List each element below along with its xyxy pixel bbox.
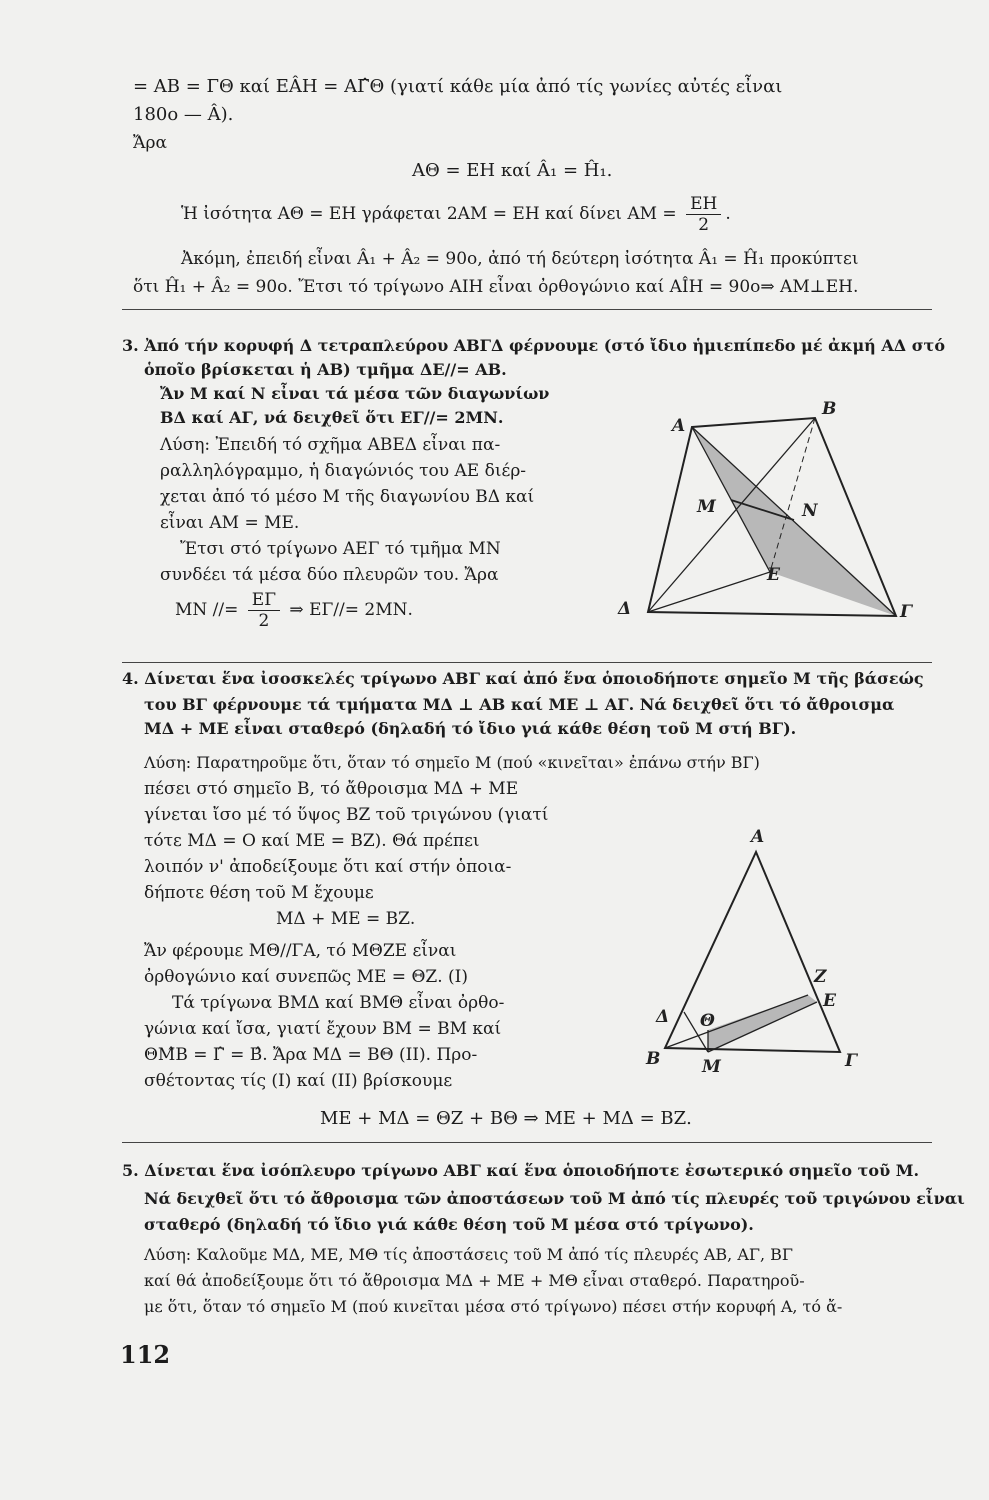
equation-line: Ἡ ἰσότητα ΑΘ = ΕΗ γράφεται 2ΑΜ = ΕΗ καί δίνει ΑΜ = $\frac{EH}{2}$ . — [181, 194, 731, 235]
equation: ΜΔ + ΜΕ = ΒΖ. — [276, 909, 416, 929]
section-divider — [122, 309, 932, 310]
segment-de — [648, 572, 770, 612]
label-d: Δ — [656, 1007, 670, 1027]
solution-line: Ἄν φέρουμε ΜΘ//ΓΑ, τό ΜΘΖΕ εἶναι — [144, 941, 457, 961]
label-b: B — [646, 1049, 661, 1069]
solution-line: λοιπόν ν' ἀποδείξουμε ὅτι καί στήν ὁποια- — [144, 857, 512, 877]
solution-line: Λύση: Ἐπειδή τό σχῆμα ΑΒΕΔ εἶναι πα- — [160, 435, 501, 455]
solution-line: συνδέει τά μέσα δύο πλευρῶν του. Ἄρα — [160, 565, 499, 585]
fraction-numerator: ΕΓ — [248, 590, 280, 611]
diagonal-bd — [648, 418, 815, 612]
label-g: Γ — [845, 1051, 858, 1071]
text-line: ὅτι Ĥ₁ + Â₂ = 90ο. Ἔτσι τό τρίγωνο ΑΙΗ εἶναι ὀρθογώνιο καί ΑÎΗ = 90ο⇒ ΑΜ⊥ΕΗ. — [133, 277, 859, 297]
solution-line: Ἔτσι στό τρίγωνο ΑΕΓ τό τμῆμα ΜΝ — [180, 539, 501, 559]
label-b: B — [822, 399, 837, 419]
label-e: E — [767, 565, 780, 585]
label-m: M — [697, 497, 716, 517]
solution-line: γίνεται ἴσο μέ τό ὕψος ΒΖ τοῦ τριγώνου (γιατί — [144, 805, 549, 825]
solution-line: τότε ΜΔ = Ο καί ΜΕ = ΒΖ). Θά πρέπει — [144, 831, 480, 851]
section-divider — [122, 1142, 932, 1143]
exercise-5-statement: Νά δειχθεῖ ὅτι τό ἄθροισμα τῶν ἀποστάσεων τοῦ Μ ἀπό τίς πλευρές τοῦ τριγώνου εἶναι — [144, 1189, 965, 1208]
text-line: 180ο — Â). — [133, 104, 234, 125]
label-n: N — [802, 501, 818, 521]
text-span: ⇒ ΕΓ//= 2ΜΝ. — [289, 600, 413, 620]
solution-line: εἶναι ΑΜ = ΜΕ. — [160, 513, 300, 533]
label-d: Δ — [618, 599, 632, 619]
solution-line: γώνια καί ἴσα, γιατί ἔχουν ΒΜ = ΒΜ καί — [144, 1019, 502, 1039]
solution-line: χεται ἀπό τό μέσο Μ τῆς διαγωνίου ΒΔ καί — [160, 487, 535, 507]
exercise-3-statement: ὁποῖο βρίσκεται ἡ ΑΒ) τμῆμα ΔΕ//= ΑΒ. — [144, 360, 507, 379]
exercise-4-statement: του ΒΓ φέρνουμε τά τμήματα ΜΔ ⊥ ΑΒ καί ΜΕ ⊥ ΑΓ. Νά δειχθεῖ ὅτι τό ἄθροισμα — [144, 695, 895, 714]
isosceles-figure — [630, 820, 870, 1080]
fraction-numerator: ΕΗ — [686, 194, 721, 215]
label-z: Z — [814, 967, 827, 987]
text-line: Ἀκόμη, ἐπειδή εἶναι Â₁ + Â₂ = 90ο, ἀπό τή δεύτερη ἰσότητα Â₁ = Ĥ₁ προκύπτει — [181, 249, 859, 269]
label-m: M — [702, 1057, 721, 1077]
exercise-5-statement: 5. Δίνεται ἕνα ἰσόπλευρο τρίγωνο ΑΒΓ καί ἕνα ὁποιοδήποτε ἐσωτερικό σημεῖο τοῦ Μ. — [122, 1161, 920, 1180]
exercise-4-statement: 4. Δίνεται ἕνα ἰσοσκελές τρίγωνο ΑΒΓ καί ἀπό ἕνα ὁποιοδήποτε σημεῖο Μ τῆς βάσεώς — [122, 669, 924, 688]
exercise-3-statement: Ἄν Μ καί Ν εἶναι τά μέσα τῶν διαγωνίων — [160, 384, 550, 403]
text-span: Ἡ ἰσότητα ΑΘ = ΕΗ γράφεται 2ΑΜ = ΕΗ καί δίνει ΑΜ = — [181, 204, 677, 224]
solution-line: πέσει στό σημεῖο Β, τό ἄθροισμα ΜΔ + ΜΕ — [144, 779, 519, 799]
shaded-rectangle — [708, 995, 817, 1052]
label-a: A — [672, 416, 686, 436]
exercise-3-statement: 3. Ἀπό τήν κορυφή Δ τετραπλεύρου ΑΒΓΔ φέρνουμε (στό ἴδιο ἡμιεπίπεδο μέ ἀκμή ΑΔ στό — [122, 336, 945, 355]
equation: ΑΘ = ΕΗ καί Â₁ = Ĥ₁. — [412, 160, 613, 181]
fraction-denominator: 2 — [258, 611, 270, 631]
text-line: Ἄρα — [133, 133, 167, 153]
exercise-5-statement: σταθερό (δηλαδή τό ἴδιο γιά κάθε θέση τοῦ Μ μέσα στό τρίγωνο). — [144, 1215, 754, 1234]
fraction-denominator: 2 — [698, 215, 710, 235]
solution-line: Λύση: Παρατηροῦμε ὅτι, ὅταν τό σημεῖο Μ (πού «κινεῖται» ἐπάνω στήν ΒΓ) — [144, 753, 760, 772]
solution-line: ΘΜ̂Β = Γ̂ = Β̂. Ἄρα ΜΔ = ΒΘ (ΙΙ). Προ- — [144, 1045, 478, 1065]
solution-line: με ὅτι, ὅταν τό σημεῖο Μ (πού κινεῖται μέσα στό τρίγωνο) πέσει στήν κορυφή Α, τό ἄ- — [144, 1297, 843, 1316]
solution-line: ραλληλόγραμμο, ἡ διαγώνιός του ΑΕ διέρ- — [160, 461, 527, 481]
solution-line: Τά τρίγωνα ΒΜΔ καί ΒΜΘ εἶναι ὀρθο- — [172, 993, 505, 1013]
text-span: ΜΝ //= — [175, 600, 239, 620]
label-e: E — [823, 991, 836, 1011]
equation-line — [175, 588, 413, 632]
quadrilateral-figure — [600, 390, 940, 650]
fraction — [686, 194, 721, 235]
exercise-3-statement: ΒΔ καί ΑΓ, νά δειχθεῖ ὅτι ΕΓ//= 2ΜΝ. — [160, 408, 504, 427]
solution-line: δήποτε θέση τοῦ Μ ἔχουμε — [144, 883, 374, 903]
section-divider — [122, 662, 932, 663]
label-a: A — [751, 827, 765, 847]
solution-line: σθέτοντας τίς (Ι) καί (ΙΙ) βρίσκουμε — [144, 1071, 453, 1091]
page-number: 112 — [120, 1340, 171, 1369]
solution-line: ὀρθογώνιο καί συνεπῶς ΜΕ = ΘΖ. (Ι) — [144, 967, 468, 987]
equation: ΜΕ + ΜΔ = ΘΖ + ΒΘ ⇒ ΜΕ + ΜΔ = ΒΖ. — [320, 1108, 692, 1129]
label-g: Γ — [900, 602, 913, 622]
solution-line: Λύση: Καλοῦμε ΜΔ, ΜΕ, ΜΘ τίς ἀποστάσεις τοῦ Μ ἀπό τίς πλευρές ΑΒ, ΑΓ, ΒΓ — [144, 1245, 794, 1264]
fraction — [248, 590, 280, 631]
exercise-4-statement: ΜΔ + ΜΕ εἶναι σταθερό (δηλαδή τό ἴδιο γιά κάθε θέση τοῦ Μ στή ΒΓ). — [144, 719, 797, 738]
label-theta: Θ — [700, 1011, 715, 1031]
text-line: = ΑΒ = ΓΘ καί ΕÂΗ = ΑΓ̂Θ (γιατί κάθε μία ἀπό τίς γωνίες αὐτές εἶναι — [133, 76, 783, 97]
solution-line: καί θά ἀποδείξουμε ὅτι τό ἄθροισμα ΜΔ + ΜΕ + ΜΘ εἶναι σταθερό. Παρατηροῦ- — [144, 1271, 805, 1290]
